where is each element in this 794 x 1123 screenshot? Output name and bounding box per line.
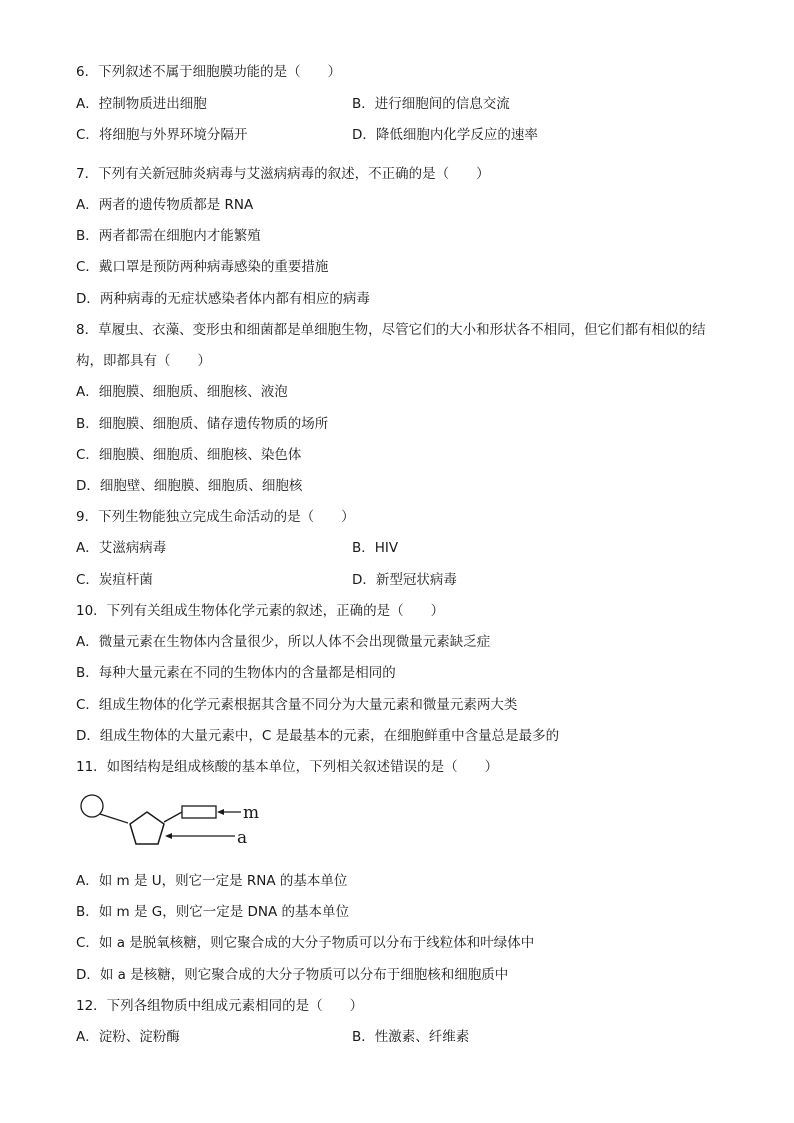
m-arrow-head [217,809,224,815]
base-bond-line [164,812,182,822]
question-10-stem: 10．下列有关组成生物体化学元素的叙述，正确的是（ ） [76,603,445,619]
phosphate-bond-line [100,814,128,823]
question-9-option-b: B．HIV [352,540,399,556]
question-10-option-b: B．每种大量元素在不同的生物体内的含量都是相同的 [76,665,396,681]
question-7-option-b: B．两者都需在细胞内才能繁殖 [76,228,261,244]
question-10-option-d: D．组成生物体的大量元素中，C 是最基本的元素，在细胞鲜重中含量总是最多的 [76,728,560,744]
question-12-option-b: B．性激素、纤维素 [352,1029,470,1045]
question-9-stem: 9．下列生物能独立完成生命活动的是（ ） [76,509,355,525]
question-7-option-c: C．戴口罩是预防两种病毒感染的重要措施 [76,259,329,275]
question-8-stem-line2: 构，即都具有（ ） [76,353,211,369]
pentose-sugar-pentagon [130,812,164,844]
question-11-option-a: A．如 m 是 U，则它一定是 RNA 的基本单位 [76,873,348,889]
question-11-option-d: D．如 a 是核糖，则它聚合成的大分子物质可以分布于细胞核和细胞质中 [76,967,509,983]
question-8-option-b: B．细胞膜、细胞质、储存遗传物质的场所 [76,416,329,432]
question-8-option-a: A．细胞膜、细胞质、细胞核、液泡 [76,384,288,400]
base-rectangle [182,806,216,818]
question-9-option-a: A．艾滋病病毒 [76,540,167,556]
question-7-stem: 7．下列有关新冠肺炎病毒与艾滋病病毒的叙述，不正确的是（ ） [76,166,490,182]
question-11-option-b: B．如 m 是 G，则它一定是 DNA 的基本单位 [76,904,350,920]
question-11-stem: 11．如图结构是组成核酸的基本单位，下列相关叙述错误的是（ ） [76,759,499,775]
question-8-option-d: D．细胞壁、细胞膜、细胞质、细胞核 [76,478,303,494]
question-6-option-c: C．将细胞与外界环境分隔开 [76,127,248,143]
question-8-stem-line1: 8．草履虫、衣藻、变形虫和细菌都是单细胞生物，尽管它们的大小和形状各不相同，但它们都有相似的结 [76,322,706,338]
nucleotide-diagram [78,792,278,854]
label-a: a [237,828,248,848]
question-7-option-a: A．两者的遗传物质都是 RNA [76,197,254,213]
question-6-option-a: A．控制物质进出细胞 [76,96,207,112]
question-6-option-b: B．进行细胞间的信息交流 [352,96,510,112]
question-9-option-c: C．炭疽杆菌 [76,572,153,588]
question-9-option-d: D．新型冠状病毒 [352,572,457,588]
question-11-option-c: C．如 a 是脱氧核糖，则它聚合成的大分子物质可以分布于线粒体和叶绿体中 [76,935,535,951]
question-12-stem: 12．下列各组物质中组成元素相同的是（ ） [76,998,364,1014]
a-arrow-head [165,833,172,839]
phosphate-circle [81,795,103,817]
question-6-option-d: D．降低细胞内化学反应的速率 [352,127,538,143]
question-6-stem: 6．下列叙述不属于细胞膜功能的是（ ） [76,64,342,80]
question-8-option-c: C．细胞膜、细胞质、细胞核、染色体 [76,447,302,463]
question-10-option-c: C．组成生物体的化学元素根据其含量不同分为大量元素和微量元素两大类 [76,697,518,713]
label-m: m [243,803,260,823]
question-7-option-d: D．两种病毒的无症状感染者体内都有相应的病毒 [76,291,370,307]
question-10-option-a: A．微量元素在生物体内含量很少，所以人体不会出现微量元素缺乏症 [76,634,491,650]
question-12-option-a: A．淀粉、淀粉酶 [76,1029,180,1045]
